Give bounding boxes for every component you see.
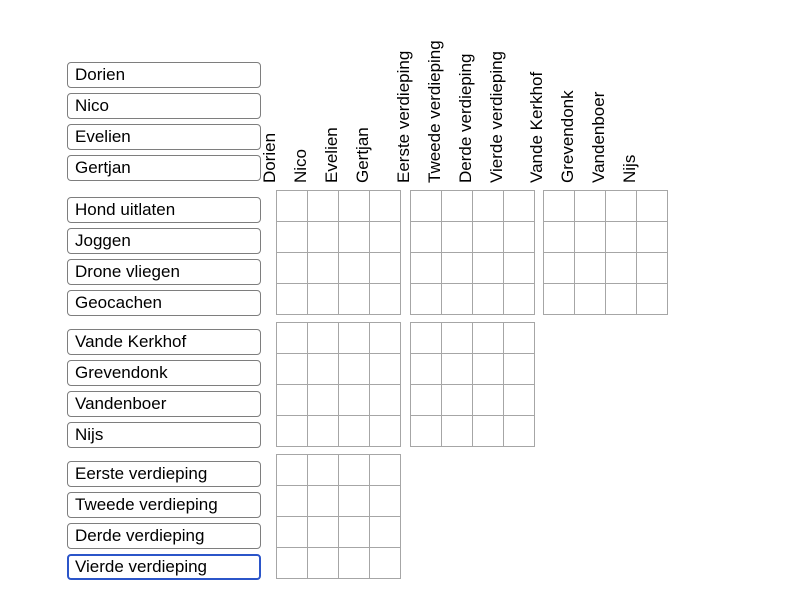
grid-cell[interactable] <box>473 284 504 315</box>
grid-cell[interactable] <box>442 323 473 354</box>
grid-cell[interactable] <box>504 284 535 315</box>
grid-block-activities-floors <box>410 190 535 315</box>
grid-block-surnames-floors <box>410 322 535 447</box>
grid-cell[interactable] <box>637 222 668 253</box>
grid-cell[interactable] <box>442 253 473 284</box>
grid-cell[interactable] <box>411 354 442 385</box>
grid-cell[interactable] <box>339 385 370 416</box>
grid-cell[interactable] <box>308 354 339 385</box>
col-header-vierde-verdieping: Vierde verdieping <box>487 51 506 183</box>
grid-cell[interactable] <box>339 284 370 315</box>
grid-cell[interactable] <box>473 191 504 222</box>
grid-cell[interactable] <box>606 191 637 222</box>
grid-cell[interactable] <box>504 354 535 385</box>
grid-cell[interactable] <box>575 222 606 253</box>
grid-cell[interactable] <box>339 191 370 222</box>
grid-cell[interactable] <box>277 517 308 548</box>
grid-cell[interactable] <box>277 385 308 416</box>
grid-cell[interactable] <box>473 416 504 447</box>
label-gertjan[interactable]: Gertjan <box>67 155 261 181</box>
grid-cell[interactable] <box>442 191 473 222</box>
col-header-gertjan: Gertjan <box>353 127 372 183</box>
grid-cell[interactable] <box>308 455 339 486</box>
label-dorien[interactable]: Dorien <box>67 62 261 88</box>
grid-cell[interactable] <box>339 416 370 447</box>
grid-cell[interactable] <box>339 486 370 517</box>
col-header-eerste-verdieping: Eerste verdieping <box>394 50 413 183</box>
grid-cell[interactable] <box>308 517 339 548</box>
col-header-evelien: Evelien <box>322 127 341 183</box>
grid-cell[interactable] <box>411 385 442 416</box>
grid-cell[interactable] <box>339 354 370 385</box>
grid-block-activities-surnames <box>543 190 668 315</box>
grid-cell[interactable] <box>277 253 308 284</box>
grid-cell[interactable] <box>308 385 339 416</box>
label-evelien[interactable]: Evelien <box>67 124 261 150</box>
label-joggen[interactable]: Joggen <box>67 228 261 254</box>
grid-cell[interactable] <box>411 222 442 253</box>
grid-cell[interactable] <box>370 284 401 315</box>
grid-cell[interactable] <box>308 416 339 447</box>
grid-cell[interactable] <box>308 253 339 284</box>
grid-cell[interactable] <box>308 191 339 222</box>
grid-cell[interactable] <box>308 222 339 253</box>
grid-block-floors-names <box>276 454 401 579</box>
grid-cell[interactable] <box>544 253 575 284</box>
grid-cell[interactable] <box>442 354 473 385</box>
grid-cell[interactable] <box>575 253 606 284</box>
label-tweede-verdieping[interactable]: Tweede verdieping <box>67 492 261 518</box>
grid-cell[interactable] <box>411 284 442 315</box>
grid-cell[interactable] <box>308 548 339 579</box>
grid-cell[interactable] <box>339 323 370 354</box>
grid-cell[interactable] <box>504 385 535 416</box>
grid-cell[interactable] <box>277 486 308 517</box>
grid-cell[interactable] <box>504 191 535 222</box>
label-derde-verdieping[interactable]: Derde verdieping <box>67 523 261 549</box>
col-header-vandenboer: Vandenboer <box>589 91 608 183</box>
grid-cell[interactable] <box>339 548 370 579</box>
grid-cell[interactable] <box>442 222 473 253</box>
label-vande-kerkhof[interactable]: Vande Kerkhof <box>67 329 261 355</box>
grid-cell[interactable] <box>442 416 473 447</box>
grid-cell[interactable] <box>473 222 504 253</box>
grid-cell[interactable] <box>411 416 442 447</box>
grid-cell[interactable] <box>277 284 308 315</box>
grid-cell[interactable] <box>339 222 370 253</box>
grid-cell[interactable] <box>442 284 473 315</box>
label-nijs[interactable]: Nijs <box>67 422 261 448</box>
grid-cell[interactable] <box>544 191 575 222</box>
grid-cell[interactable] <box>370 486 401 517</box>
grid-cell[interactable] <box>339 253 370 284</box>
grid-cell[interactable] <box>575 284 606 315</box>
grid-cell[interactable] <box>370 385 401 416</box>
col-header-tweede-verdieping: Tweede verdieping <box>425 40 444 183</box>
grid-cell[interactable] <box>370 416 401 447</box>
grid-cell[interactable] <box>411 191 442 222</box>
grid-cell[interactable] <box>370 354 401 385</box>
col-header-nijs: Nijs <box>620 154 639 183</box>
grid-cell[interactable] <box>637 284 668 315</box>
col-header-vande-kerkhof: Vande Kerkhof <box>527 71 546 183</box>
col-header-grevendonk: Grevendonk <box>558 90 577 183</box>
grid-cell[interactable] <box>575 191 606 222</box>
grid-cell[interactable] <box>544 284 575 315</box>
grid-cell[interactable] <box>606 222 637 253</box>
grid-cell[interactable] <box>411 323 442 354</box>
grid-cell[interactable] <box>370 455 401 486</box>
label-vierde-verdieping-focused[interactable]: Vierde verdieping <box>67 554 261 580</box>
grid-cell[interactable] <box>504 416 535 447</box>
grid-cell[interactable] <box>308 486 339 517</box>
grid-cell[interactable] <box>504 253 535 284</box>
grid-cell[interactable] <box>411 253 442 284</box>
grid-cell[interactable] <box>473 253 504 284</box>
col-header-derde-verdieping: Derde verdieping <box>456 53 475 183</box>
grid-cell[interactable] <box>442 385 473 416</box>
grid-cell[interactable] <box>606 284 637 315</box>
grid-cell[interactable] <box>370 548 401 579</box>
col-header-nico: Nico <box>291 148 310 183</box>
grid-cell[interactable] <box>473 354 504 385</box>
grid-cell[interactable] <box>473 385 504 416</box>
grid-cell[interactable] <box>277 455 308 486</box>
grid-block-activities-names <box>276 190 401 315</box>
grid-cell[interactable] <box>544 222 575 253</box>
grid-cell[interactable] <box>308 284 339 315</box>
grid-cell[interactable] <box>473 323 504 354</box>
grid-cell[interactable] <box>370 323 401 354</box>
grid-cell[interactable] <box>339 517 370 548</box>
grid-cell[interactable] <box>606 253 637 284</box>
label-grevendonk[interactable]: Grevendonk <box>67 360 261 386</box>
col-header-dorien: Dorien <box>260 132 279 183</box>
grid-cell[interactable] <box>277 222 308 253</box>
label-geocachen[interactable]: Geocachen <box>67 290 261 316</box>
grid-cell[interactable] <box>339 455 370 486</box>
label-vandenboer[interactable]: Vandenboer <box>67 391 261 417</box>
label-eerste-verdieping[interactable]: Eerste verdieping <box>67 461 261 487</box>
grid-cell[interactable] <box>504 222 535 253</box>
grid-block-surnames-names <box>276 322 401 447</box>
label-hond-uitlaten[interactable]: Hond uitlaten <box>67 197 261 223</box>
grid-cell[interactable] <box>277 548 308 579</box>
grid-cell[interactable] <box>370 191 401 222</box>
label-nico[interactable]: Nico <box>67 93 261 119</box>
grid-cell[interactable] <box>637 191 668 222</box>
grid-cell[interactable] <box>637 253 668 284</box>
grid-cell[interactable] <box>277 416 308 447</box>
grid-cell[interactable] <box>277 191 308 222</box>
grid-cell[interactable] <box>277 323 308 354</box>
grid-cell[interactable] <box>370 222 401 253</box>
grid-cell[interactable] <box>504 323 535 354</box>
label-drone-vliegen[interactable]: Drone vliegen <box>67 259 261 285</box>
grid-cell[interactable] <box>370 517 401 548</box>
grid-cell[interactable] <box>277 354 308 385</box>
grid-cell[interactable] <box>308 323 339 354</box>
grid-cell[interactable] <box>370 253 401 284</box>
